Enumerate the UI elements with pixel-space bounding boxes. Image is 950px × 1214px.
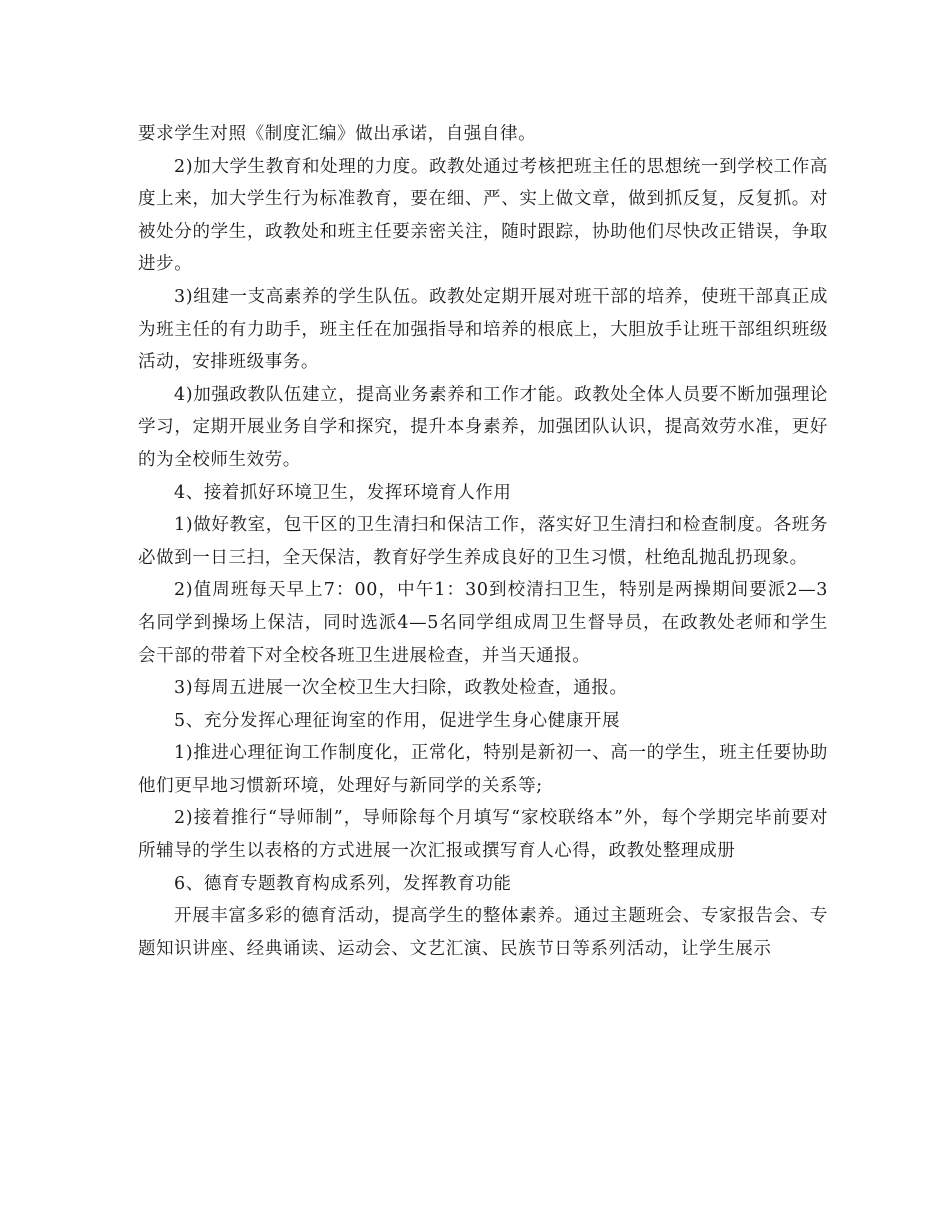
paragraph-10: 1)推进心理征询工作制度化，正常化，特别是新初一、高一的学生，班主任要协助他们更早地习惯新环境，处理好与新同学的关系等; xyxy=(138,743,828,796)
paragraph-3: 3)组建一支高素养的学生队伍。政教处定期开展对班干部的培养，使班干部真正成为班主任的有力助手，班主任在加强指导和培养的根底上，大胆放手让班干部组织班级活动，安排班级事务。 xyxy=(138,286,828,373)
paragraph-1: 要求学生对照《制度汇编》做出承诺，自强自律。 xyxy=(138,124,537,144)
section-heading-4: 4、接着抓好环境卫生，发挥环境育人作用 xyxy=(174,482,512,503)
document-body xyxy=(138,118,828,965)
paragraph-4: 4)加强政教队伍建立，提高业务素养和工作才能。政教处全体人员要不断加强理论学习，定期开展业务自学和探究，提升本身素养，加强团队认识，提高效劳水准，更好的为全校师生效劳。 xyxy=(138,384,828,470)
paragraph-6: 1)做好教室，包干区的卫生清扫和保洁工作，落实好卫生清扫和检查制度。各班务必做到一日三扫，全天保洁，教育好学生养成良好的卫生习惯，杜绝乱抛乱扔现象。 xyxy=(138,515,828,568)
section-heading-6: 6、德育专题教育构成系列，发挥教育功能 xyxy=(174,873,512,894)
paragraph-8: 3)每周五进展一次全校卫生大扫除，政教处检查，通报。 xyxy=(174,678,628,699)
paragraph-7: 2)值周班每天早上7：00，中午1：30到校清扫卫生，特别是两操期间要派2—3名同学到操场上保洁，同时选派4—5名同学组成周卫生督导员，在政教处老师和学生会干部的带着下对全校各班卫生进展检查，并当天通报。 xyxy=(138,580,828,666)
paragraph-11: 2)接着推行“导师制”，导师除每个月填写“家校联络本”外，每个学期完毕前要对所辅导的学生以表格的方式进展一次汇报或撰写育人心得，政教处整理成册 xyxy=(138,808,828,862)
section-heading-5: 5、充分发挥心理征询室的作用，促进学生身心健康开展 xyxy=(174,710,621,731)
paragraph-13: 开展丰富多彩的德育活动，提高学生的整体素养。通过主题班会、专家报告会、专题知识讲座、经典诵读、运动会、文艺汇演、民族节日等系列活动，让学生展示 xyxy=(138,906,828,959)
paragraph-2: 2)加大学生教育和处理的力度。政教处通过考核把班主任的思想统一到学校工作高度上来，加大学生行为标准教育，要在细、严、实上做文章，做到抓反复，反复抓。对被处分的学生，政教处和班主任要亲密关注，随时跟踪，协助他们尽快改正错误，争取进步。 xyxy=(138,156,828,275)
